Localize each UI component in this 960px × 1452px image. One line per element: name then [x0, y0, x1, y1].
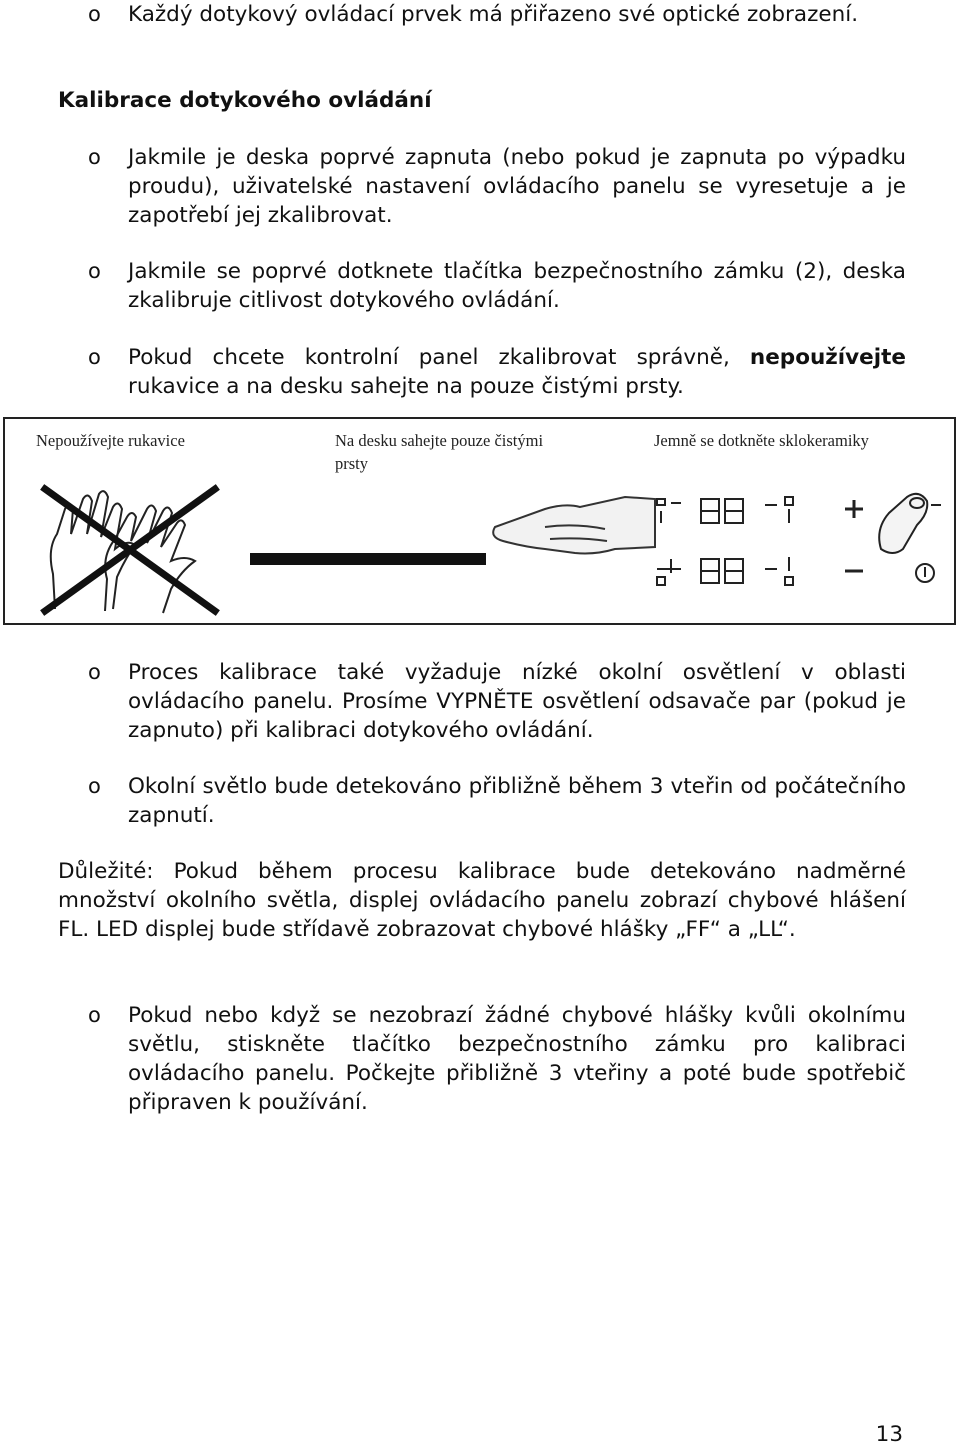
caption-clean-fingers: Na desku sahejte pouze čistými prsty	[335, 431, 544, 473]
list-item-text	[128, 343, 906, 401]
text-run: Pokud chcete kontrolní panel zkalibrovat správně,	[128, 345, 750, 370]
list-bullet: o	[88, 660, 101, 684]
list-item-text: Proces kalibrace také vyžaduje nízké okolní osvětlení v oblasti ovládacího panelu. Prosíme VYPNĚTE osvětlení odsavače par (pokud je zapnuto) při kalibraci dotykového ovládání.	[128, 660, 906, 743]
list-item-text: Každý dotykový ovládací prvek má přiřazeno své optické zobrazení.	[128, 2, 859, 27]
list-item-text: Jakmile se poprvé dotknete tlačítka bezpečnostního zámku (2), deska zkalibruje citlivost dotykového ovládání.	[128, 259, 906, 313]
crossed-gloves-icon	[35, 479, 225, 619]
touch-panel-icon	[645, 489, 945, 609]
list-item-text: Jakmile je deska poprvé zapnuta (nebo pokud je zapnuta po výpadku proudu), uživatelské nastavení ovládacího panelu se vyresetuje a je zapotřebí jej zkalibrovat.	[128, 145, 906, 228]
section-heading: Kalibrace dotykového ovládání	[58, 88, 432, 113]
important-note: Důležité: Pokud během procesu kalibrace bude detekováno nadměrné množství okolního světla, displej ovládacího panelu zobrazí chybové hlášení FL. LED displej bude střídavě zobrazovat chybové hlášky „FF“ a „LL“.	[58, 859, 906, 942]
page-number: 13	[875, 1422, 903, 1447]
list-bullet: o	[88, 345, 101, 369]
list-bullet: o	[88, 145, 101, 169]
clean-finger-icon	[245, 487, 665, 587]
list-item-text: Okolní světlo bude detekováno přibližně během 3 vteřin od počátečního zapnutí.	[128, 774, 906, 828]
caption-touch-glass: Jemně se dotkněte sklokeramiky	[654, 431, 869, 450]
list-bullet: o	[88, 2, 101, 26]
bold-warning: nepoužívejte	[749, 345, 906, 370]
list-bullet: o	[88, 1003, 101, 1027]
calibration-figure	[3, 417, 956, 625]
caption-no-gloves: Nepoužívejte rukavice	[36, 431, 185, 450]
list-item-text: Pokud nebo když se nezobrazí žádné chybové hlášky kvůli okolnímu světlu, stiskněte tlačítko bezpečnostního zámku pro kalibraci ovládacího panelu. Počkejte přibližně 3 vteřiny a poté bude spotřebič připraven k používání.	[128, 1003, 906, 1115]
list-bullet: o	[88, 259, 101, 283]
text-run: rukavice a na desku sahejte na pouze čistými prsty.	[128, 374, 684, 399]
list-bullet: o	[88, 774, 101, 798]
